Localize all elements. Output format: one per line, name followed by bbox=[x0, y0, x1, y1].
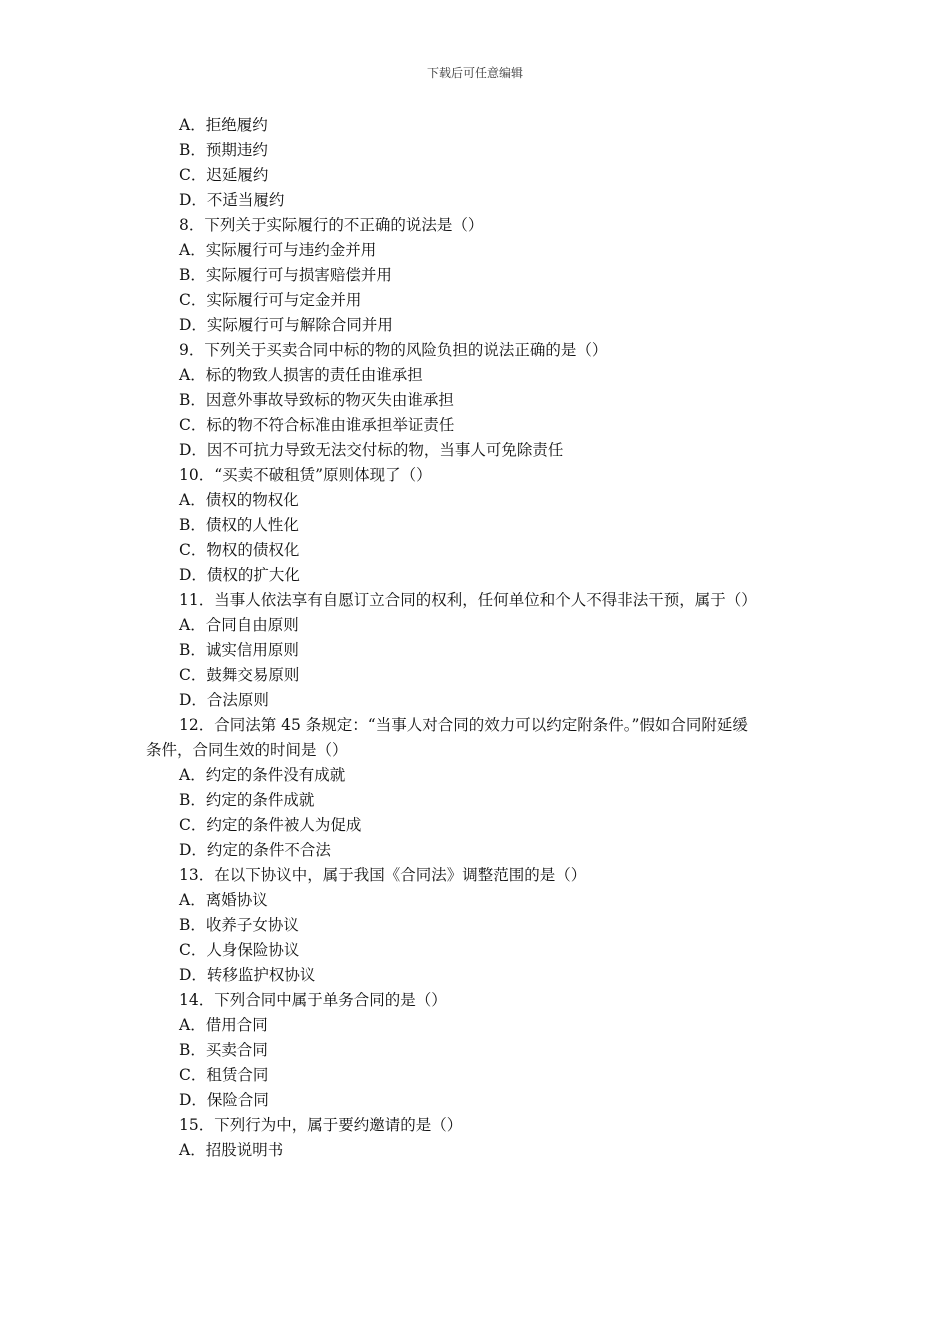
text-line: B．因意外事故导致标的物灭失由谁承担 bbox=[179, 391, 454, 409]
text-line: D．不适当履约 bbox=[179, 191, 285, 209]
text-line: 9．下列关于买卖合同中标的物的风险负担的说法正确的是（） bbox=[179, 341, 608, 359]
text-line: D．约定的条件不合法 bbox=[179, 841, 331, 859]
text-line: B．约定的条件成就 bbox=[179, 791, 315, 809]
text-line: A．约定的条件没有成就 bbox=[179, 766, 346, 784]
text-line: C．迟延履约 bbox=[179, 166, 269, 184]
text-line: C．租赁合同 bbox=[179, 1066, 269, 1084]
document-body bbox=[146, 113, 810, 1163]
text-line: A．债权的物权化 bbox=[179, 491, 299, 509]
text-line: B．买卖合同 bbox=[179, 1041, 268, 1059]
text-line: C．约定的条件被人为促成 bbox=[179, 816, 362, 834]
text-line: D．债权的扩大化 bbox=[179, 566, 300, 584]
text-line: B．预期违约 bbox=[179, 141, 268, 159]
text-line: A．标的物致人损害的责任由谁承担 bbox=[179, 366, 423, 384]
text-line: C．鼓舞交易原则 bbox=[179, 666, 300, 684]
text-line: C．物权的债权化 bbox=[179, 541, 300, 559]
text-line: A．拒绝履约 bbox=[179, 116, 268, 134]
text-line: B．债权的人性化 bbox=[179, 516, 299, 534]
text-line: 8．下列关于实际履行的不正确的说法是（） bbox=[179, 216, 484, 234]
text-line: B．诚实信用原则 bbox=[179, 641, 299, 659]
text-line: B．收养子女协议 bbox=[179, 916, 299, 934]
text-line: 条件，合同生效的时间是（） bbox=[146, 741, 348, 759]
text-line: 12．合同法第 45 条规定：“当事人对合同的效力可以约定附条件。”假如合同附延缓 bbox=[179, 716, 748, 734]
text-line: 11．当事人依法享有自愿订立合同的权利，任何单位和个人不得非法干预，属于（） bbox=[179, 591, 757, 609]
text-line: D．合法原则 bbox=[179, 691, 269, 709]
text-line: A．实际履行可与违约金并用 bbox=[179, 241, 377, 259]
text-line: 14．下列合同中属于单务合同的是（） bbox=[179, 991, 447, 1009]
text-line: D．保险合同 bbox=[179, 1091, 269, 1109]
text-line: 10．“买卖不破租赁”原则体现了（） bbox=[179, 466, 432, 484]
text-line: D．因不可抗力导致无法交付标的物，当事人可免除责任 bbox=[179, 441, 564, 459]
text-line: C．人身保险协议 bbox=[179, 941, 300, 959]
text-line: C．标的物不符合标准由谁承担举证责任 bbox=[179, 416, 455, 434]
text-line: D．实际履行可与解除合同并用 bbox=[179, 316, 393, 334]
text-line: C．实际履行可与定金并用 bbox=[179, 291, 362, 309]
text-line: D．转移监护权协议 bbox=[179, 966, 316, 984]
text-line: A．招股说明书 bbox=[179, 1141, 284, 1159]
text-line: A．离婚协议 bbox=[179, 891, 268, 909]
text-line: 13．在以下协议中，属于我国《合同法》调整范围的是（） bbox=[179, 866, 587, 884]
page-header: 下载后可任意编辑 bbox=[426, 66, 523, 80]
text-line: A．借用合同 bbox=[179, 1016, 268, 1034]
text-line: 15．下列行为中，属于要约邀请的是（） bbox=[179, 1116, 463, 1134]
text-line: A．合同自由原则 bbox=[179, 616, 299, 634]
text-line: B．实际履行可与损害赔偿并用 bbox=[179, 266, 392, 284]
